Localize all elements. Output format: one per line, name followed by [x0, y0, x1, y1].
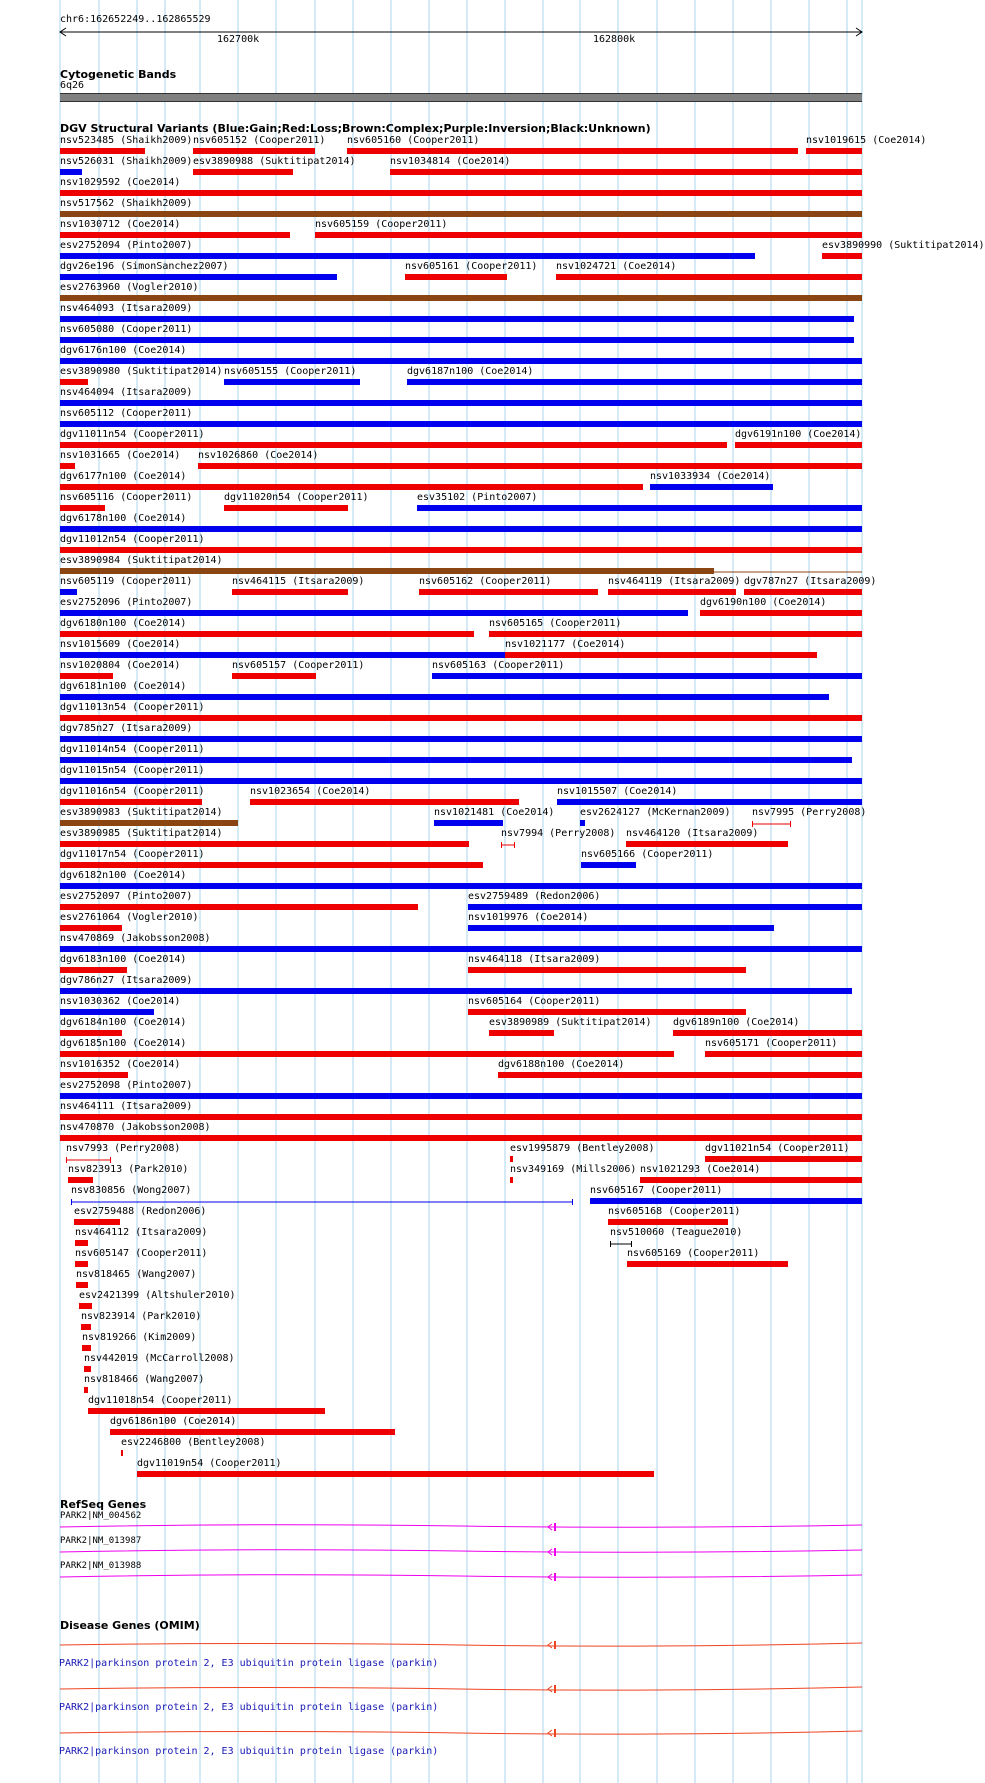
variant-bar[interactable] — [590, 1198, 862, 1204]
variant-bar[interactable] — [626, 841, 788, 847]
variant-bar[interactable] — [60, 967, 127, 973]
variant-bar[interactable] — [193, 148, 315, 154]
refseq-gene-model[interactable] — [60, 1572, 863, 1582]
variant-bar[interactable] — [347, 148, 798, 154]
variant-bar[interactable] — [60, 778, 862, 784]
variant-label: nsv1021481 (Coe2014) — [434, 807, 555, 818]
variant-bar[interactable] — [60, 526, 862, 532]
variant-label: nsv1015609 (Coe2014) — [60, 639, 181, 650]
variant-label: esv3890989 (Suktitipat2014) — [489, 1017, 652, 1028]
variant-bar[interactable] — [75, 1240, 88, 1246]
gene-exon — [554, 1729, 556, 1737]
variant-label: nsv605116 (Cooper2011) — [60, 492, 193, 503]
variant-label: nsv605159 (Cooper2011) — [315, 219, 448, 230]
variant-bar[interactable] — [60, 211, 862, 217]
variant-bar[interactable] — [82, 1345, 91, 1351]
variant-label: dgv11013n54 (Cooper2011) — [60, 702, 205, 713]
variant-label: esv2763960 (Vogler2010) — [60, 282, 199, 293]
variant-label: nsv526031 (Shaikh2009) — [60, 156, 193, 167]
variant-label: nsv830856 (Wong2007) — [71, 1185, 192, 1196]
variant-label: nsv464111 (Itsara2009) — [60, 1101, 193, 1112]
variant-label: esv2752097 (Pinto2007) — [60, 891, 193, 902]
variant-label: esv35102 (Pinto2007) — [417, 492, 538, 503]
variant-bar[interactable] — [84, 1387, 88, 1393]
strand-arrow-icon — [548, 1642, 552, 1648]
variant-label: nsv1016352 (Coe2014) — [60, 1059, 181, 1070]
variant-bar[interactable] — [68, 1177, 93, 1183]
variant-bar[interactable] — [407, 379, 862, 385]
refseq-track-title: RefSeq Genes — [60, 1498, 147, 1511]
variant-label: nsv605157 (Cooper2011) — [232, 660, 365, 671]
variant-bar[interactable] — [60, 862, 483, 868]
variant-bar[interactable] — [232, 673, 316, 679]
variant-bar[interactable] — [432, 673, 862, 679]
variant-bar[interactable] — [60, 1114, 862, 1120]
variant-bar[interactable] — [88, 1408, 325, 1414]
gene-exon — [554, 1641, 556, 1649]
variant-label: nsv464112 (Itsara2009) — [75, 1227, 208, 1238]
variant-label: dgv787n27 (Itsara2009) — [744, 576, 877, 587]
variant-label: nsv605161 (Cooper2011) — [405, 261, 538, 272]
variant-label: esv3890984 (Suktitipat2014) — [60, 555, 223, 566]
variant-bar[interactable] — [71, 1198, 575, 1206]
variant-bar[interactable] — [60, 547, 862, 553]
variant-bar[interactable] — [60, 841, 469, 847]
variant-label: nsv1024721 (Coe2014) — [556, 261, 677, 272]
variant-bar[interactable] — [60, 295, 862, 301]
variant-bar[interactable] — [84, 1366, 91, 1372]
variant-bar[interactable] — [608, 1219, 728, 1225]
variant-label: esv2759489 (Redon2006) — [468, 891, 601, 902]
variant-label: nsv464119 (Itsara2009) — [608, 576, 741, 587]
variant-bar[interactable] — [60, 946, 862, 952]
variant-label: nsv470870 (Jakobsson2008) — [60, 1122, 211, 1133]
variant-bar[interactable] — [60, 316, 854, 322]
variant-bar[interactable] — [714, 568, 864, 576]
variant-label: dgv11020n54 (Cooper2011) — [224, 492, 369, 503]
variant-bar[interactable] — [60, 820, 238, 826]
omim-gene-model[interactable] — [60, 1640, 863, 1650]
variant-label: dgv6190n100 (Coe2014) — [700, 597, 827, 608]
variant-label: nsv818465 (Wang2007) — [76, 1269, 197, 1280]
variant-bar[interactable] — [608, 589, 736, 595]
variant-label: esv2752096 (Pinto2007) — [60, 597, 193, 608]
variant-bar[interactable] — [60, 589, 77, 595]
refseq-gene-model[interactable] — [60, 1547, 863, 1557]
variant-bar[interactable] — [60, 232, 290, 238]
variant-bar[interactable] — [60, 988, 852, 994]
variant-bar[interactable] — [232, 589, 348, 595]
variant-bar[interactable] — [66, 1156, 113, 1164]
variant-bar[interactable] — [137, 1471, 654, 1477]
variant-bar[interactable] — [735, 442, 862, 448]
variant-label: esv3890985 (Suktitipat2014) — [60, 828, 223, 839]
variant-label: esv3890990 (Suktitipat2014) — [822, 240, 985, 251]
variant-bar[interactable] — [581, 862, 636, 868]
variant-bar[interactable] — [419, 589, 598, 595]
gene-exon — [554, 1548, 556, 1556]
variant-label: nsv605169 (Cooper2011) — [627, 1248, 760, 1259]
variant-bar[interactable] — [60, 925, 122, 931]
variant-bar[interactable] — [198, 463, 862, 469]
strand-arrow-icon — [548, 1686, 552, 1692]
variant-label: nsv605152 (Cooper2011) — [193, 135, 326, 146]
omim-gene-label[interactable]: PARK2|parkinson protein 2, E3 ubiquitin protein ligase (parkin) — [59, 1746, 439, 1757]
variant-label: nsv819266 (Kim2009) — [82, 1332, 197, 1343]
variant-label: nsv605165 (Cooper2011) — [489, 618, 622, 629]
variant-label: nsv605119 (Cooper2011) — [60, 576, 193, 587]
variant-label: dgv6184n100 (Coe2014) — [60, 1017, 187, 1028]
gene-intron-line — [60, 1643, 862, 1646]
variant-label: nsv1021177 (Coe2014) — [505, 639, 626, 650]
variant-bar[interactable] — [60, 715, 862, 721]
variant-label: dgv11016n54 (Cooper2011) — [60, 786, 205, 797]
variant-label: nsv1020804 (Coe2014) — [60, 660, 181, 671]
variant-bar[interactable] — [390, 169, 862, 175]
variant-bar[interactable] — [434, 820, 503, 826]
variant-bar[interactable] — [468, 967, 746, 973]
variant-label: dgv11018n54 (Cooper2011) — [88, 1395, 233, 1406]
omim-gene-model[interactable] — [60, 1728, 863, 1738]
variant-bar[interactable] — [60, 442, 727, 448]
variant-bar[interactable] — [315, 232, 862, 238]
variant-bar[interactable] — [60, 253, 755, 259]
variant-bar[interactable] — [60, 484, 643, 490]
variant-bar[interactable] — [580, 820, 585, 826]
variant-bar[interactable] — [640, 1177, 862, 1183]
variant-label: esv3890980 (Suktitipat2014) — [60, 366, 223, 377]
variant-bar[interactable] — [752, 820, 793, 828]
variant-label: dgv26e196 (SimonSanchez2007) — [60, 261, 229, 272]
variant-label: dgv6182n100 (Coe2014) — [60, 870, 187, 881]
ruler-tick-label: 162800k — [593, 34, 636, 45]
variant-bar[interactable] — [60, 337, 854, 343]
omim-gene-label[interactable]: PARK2|parkinson protein 2, E3 ubiquitin protein ligase (parkin) — [59, 1658, 439, 1669]
variant-bar[interactable] — [489, 631, 862, 637]
variant-label: dgv6185n100 (Coe2014) — [60, 1038, 187, 1049]
variant-label: nsv523485 (Shaikh2009) — [60, 135, 193, 146]
variant-bar[interactable] — [224, 505, 348, 511]
variant-bar[interactable] — [121, 1450, 123, 1456]
variant-bar[interactable] — [60, 148, 145, 154]
variant-label: nsv605167 (Cooper2011) — [590, 1185, 723, 1196]
variant-label: esv2761064 (Vogler2010) — [60, 912, 199, 923]
variant-bar[interactable] — [60, 274, 337, 280]
variant-label: dgv11019n54 (Cooper2011) — [137, 1458, 282, 1469]
variant-label: nsv464120 (Itsara2009) — [626, 828, 759, 839]
variant-label: dgv6191n100 (Coe2014) — [735, 429, 862, 440]
variant-bar[interactable] — [250, 799, 519, 805]
variant-bar[interactable] — [60, 1030, 122, 1036]
variant-label: esv2421399 (Altshuler2010) — [79, 1290, 236, 1301]
variant-label: nsv470869 (Jakobsson2008) — [60, 933, 211, 944]
variant-bar[interactable] — [74, 1219, 120, 1225]
variant-label: nsv605166 (Cooper2011) — [581, 849, 714, 860]
variant-label: nsv1030362 (Coe2014) — [60, 996, 181, 1007]
variant-bar[interactable] — [60, 400, 862, 406]
variant-label: nsv7995 (Perry2008) — [752, 807, 867, 818]
variant-label: nsv605160 (Cooper2011) — [347, 135, 480, 146]
variant-label: esv1995879 (Bentley2008) — [510, 1143, 655, 1154]
variant-bar[interactable] — [60, 1051, 674, 1057]
variant-label: nsv464115 (Itsara2009) — [232, 576, 365, 587]
variant-bar[interactable] — [60, 379, 88, 385]
variant-label: esv2246800 (Bentley2008) — [121, 1437, 266, 1448]
variant-bar[interactable] — [60, 463, 75, 469]
variant-label: nsv1023654 (Coe2014) — [250, 786, 371, 797]
refseq-gene-label: PARK2|NM_013987 — [60, 1536, 142, 1546]
variant-bar[interactable] — [505, 652, 817, 658]
cytoband-track-title: Cytogenetic Bands — [60, 68, 177, 81]
variant-bar[interactable] — [498, 1072, 862, 1078]
variant-bar[interactable] — [405, 274, 507, 280]
refseq-gene-model[interactable] — [60, 1522, 863, 1532]
gene-exon — [554, 1523, 556, 1531]
variant-label: nsv7993 (Perry2008) — [66, 1143, 181, 1154]
variant-bar[interactable] — [60, 169, 82, 175]
variant-label: nsv605162 (Cooper2011) — [419, 576, 552, 587]
refseq-gene-label: PARK2|NM_004562 — [60, 1511, 142, 1521]
variant-bar[interactable] — [468, 925, 774, 931]
variant-bar[interactable] — [60, 1072, 128, 1078]
variant-bar[interactable] — [60, 610, 688, 616]
variant-label: esv2752098 (Pinto2007) — [60, 1080, 193, 1091]
variant-bar[interactable] — [60, 673, 113, 679]
variant-bar[interactable] — [417, 505, 862, 511]
gene-intron-line — [60, 1550, 862, 1553]
variant-bar[interactable] — [501, 841, 517, 849]
variant-label: nsv510060 (Teague2010) — [610, 1227, 743, 1238]
variant-bar[interactable] — [60, 190, 862, 196]
variant-label: nsv1033934 (Coe2014) — [650, 471, 771, 482]
variant-label: dgv6180n100 (Coe2014) — [60, 618, 187, 629]
variant-bar[interactable] — [224, 379, 360, 385]
omim-track-title: Disease Genes (OMIM) — [60, 1619, 200, 1632]
variant-label: nsv823913 (Park2010) — [68, 1164, 189, 1175]
gene-exon — [554, 1573, 556, 1581]
variant-bar[interactable] — [60, 631, 474, 637]
variant-bar[interactable] — [468, 904, 862, 910]
variant-bar[interactable] — [705, 1156, 862, 1162]
gene-exon — [554, 1685, 556, 1693]
variant-label: nsv7994 (Perry2008) — [501, 828, 616, 839]
variant-bar[interactable] — [60, 1009, 154, 1015]
variant-label: esv3890983 (Suktitipat2014) — [60, 807, 223, 818]
variant-label: dgv6177n100 (Coe2014) — [60, 471, 187, 482]
variant-bar[interactable] — [60, 883, 862, 889]
variant-bar[interactable] — [744, 589, 862, 595]
variant-label: dgv11012n54 (Cooper2011) — [60, 534, 205, 545]
variant-label: dgv786n27 (Itsara2009) — [60, 975, 193, 986]
variant-label: dgv6187n100 (Coe2014) — [407, 366, 534, 377]
variant-label: dgv11021n54 (Cooper2011) — [705, 1143, 850, 1154]
variant-label: nsv605171 (Cooper2011) — [705, 1038, 838, 1049]
variant-bar[interactable] — [627, 1261, 788, 1267]
variant-bar[interactable] — [60, 568, 714, 574]
variant-label: nsv1021293 (Coe2014) — [640, 1164, 761, 1175]
gene-intron-line — [60, 1575, 862, 1578]
variant-label: nsv605112 (Cooper2011) — [60, 408, 193, 419]
variant-label: dgv6178n100 (Coe2014) — [60, 513, 187, 524]
variant-bar[interactable] — [76, 1282, 88, 1288]
variant-bar[interactable] — [806, 148, 862, 154]
variant-label: nsv605164 (Cooper2011) — [468, 996, 601, 1007]
variant-bar[interactable] — [60, 694, 829, 700]
variant-bar[interactable] — [60, 1135, 862, 1141]
variant-label: dgv11011n54 (Cooper2011) — [60, 429, 205, 440]
variant-label: nsv605147 (Cooper2011) — [75, 1248, 208, 1259]
variant-label: dgv6176n100 (Coe2014) — [60, 345, 187, 356]
variant-bar[interactable] — [75, 1261, 88, 1267]
variant-label: esv2759488 (Redon2006) — [74, 1206, 207, 1217]
omim-gene-model[interactable] — [60, 1684, 863, 1694]
variant-bar[interactable] — [489, 1030, 554, 1036]
variant-bar[interactable] — [81, 1324, 91, 1330]
variant-bar[interactable] — [650, 484, 773, 490]
variant-bar[interactable] — [510, 1177, 513, 1183]
variant-bar[interactable] — [60, 358, 862, 364]
variant-bar[interactable] — [60, 757, 852, 763]
variant-bar[interactable] — [110, 1429, 395, 1435]
dgv-track-title: DGV Structural Variants (Blue:Gain;Red:Loss;Brown:Complex;Purple:Inversion;Black:Unknown) — [60, 122, 651, 135]
variant-label: esv3890988 (Suktitipat2014) — [193, 156, 356, 167]
variant-bar[interactable] — [60, 652, 512, 658]
variant-label: nsv349169 (Mills2006) — [510, 1164, 637, 1175]
variant-bar[interactable] — [79, 1303, 92, 1309]
strand-arrow-icon — [548, 1730, 552, 1736]
variant-label: nsv464094 (Itsara2009) — [60, 387, 193, 398]
variant-label: dgv11017n54 (Cooper2011) — [60, 849, 205, 860]
ruler-position: chr6:162652249..162865529 — [60, 14, 211, 25]
variant-label: nsv605168 (Cooper2011) — [608, 1206, 741, 1217]
variant-label: nsv517562 (Shaikh2009) — [60, 198, 193, 209]
variant-bar[interactable] — [556, 274, 862, 280]
variant-label: dgv6188n100 (Coe2014) — [498, 1059, 625, 1070]
variant-label: nsv1026860 (Coe2014) — [198, 450, 319, 461]
variant-label: esv2752094 (Pinto2007) — [60, 240, 193, 251]
variant-label: esv2624127 (McKernan2009) — [580, 807, 731, 818]
variant-label: dgv6186n100 (Coe2014) — [110, 1416, 237, 1427]
variant-label: dgv11015n54 (Cooper2011) — [60, 765, 205, 776]
variant-label: nsv1029592 (Coe2014) — [60, 177, 181, 188]
variant-bar[interactable] — [610, 1240, 634, 1248]
variant-bar[interactable] — [468, 1009, 746, 1015]
variant-bar[interactable] — [673, 1030, 862, 1036]
variant-label: nsv1030712 (Coe2014) — [60, 219, 181, 230]
variant-bar[interactable] — [60, 505, 105, 511]
gene-intron-line — [60, 1525, 862, 1528]
gene-intron-line — [60, 1731, 862, 1734]
variant-label: dgv6181n100 (Coe2014) — [60, 681, 187, 692]
variant-label: nsv1015507 (Coe2014) — [557, 786, 678, 797]
variant-label: nsv1034814 (Coe2014) — [390, 156, 511, 167]
variant-bar[interactable] — [60, 904, 418, 910]
gene-intron-line — [60, 1687, 862, 1690]
variant-label: nsv442019 (McCarroll2008) — [84, 1353, 235, 1364]
variant-label: nsv605155 (Cooper2011) — [224, 366, 357, 377]
variant-bar[interactable] — [705, 1051, 862, 1057]
variant-label: nsv605080 (Cooper2011) — [60, 324, 193, 335]
variant-bar[interactable] — [822, 253, 862, 259]
refseq-gene-label: PARK2|NM_013988 — [60, 1561, 142, 1571]
variant-label: nsv464118 (Itsara2009) — [468, 954, 601, 965]
variant-label: dgv11014n54 (Cooper2011) — [60, 744, 205, 755]
ruler-scale — [0, 24, 890, 40]
omim-gene-label[interactable]: PARK2|parkinson protein 2, E3 ubiquitin protein ligase (parkin) — [59, 1702, 439, 1713]
variant-bar[interactable] — [60, 799, 202, 805]
variant-label: dgv6183n100 (Coe2014) — [60, 954, 187, 965]
variant-bar[interactable] — [193, 169, 293, 175]
variant-label: nsv1019615 (Coe2014) — [806, 135, 927, 146]
variant-label: nsv1031665 (Coe2014) — [60, 450, 181, 461]
variant-label: nsv818466 (Wang2007) — [84, 1374, 205, 1385]
variant-bar[interactable] — [60, 421, 862, 427]
variant-label: dgv6189n100 (Coe2014) — [673, 1017, 800, 1028]
variant-bar[interactable] — [60, 1093, 862, 1099]
variant-label: nsv605163 (Cooper2011) — [432, 660, 565, 671]
variant-bar[interactable] — [557, 799, 862, 805]
cytoband-label: 6q26 — [60, 80, 85, 91]
variant-label: nsv823914 (Park2010) — [81, 1311, 202, 1322]
variant-label: nsv1019976 (Coe2014) — [468, 912, 589, 923]
variant-bar[interactable] — [60, 736, 862, 742]
ruler-tick-label: 162700k — [217, 34, 260, 45]
variant-label: dgv785n27 (Itsara2009) — [60, 723, 193, 734]
cytoband-bar[interactable] — [60, 93, 862, 102]
variant-label: nsv464093 (Itsara2009) — [60, 303, 193, 314]
variant-bar[interactable] — [510, 1156, 513, 1162]
variant-bar[interactable] — [700, 610, 862, 616]
